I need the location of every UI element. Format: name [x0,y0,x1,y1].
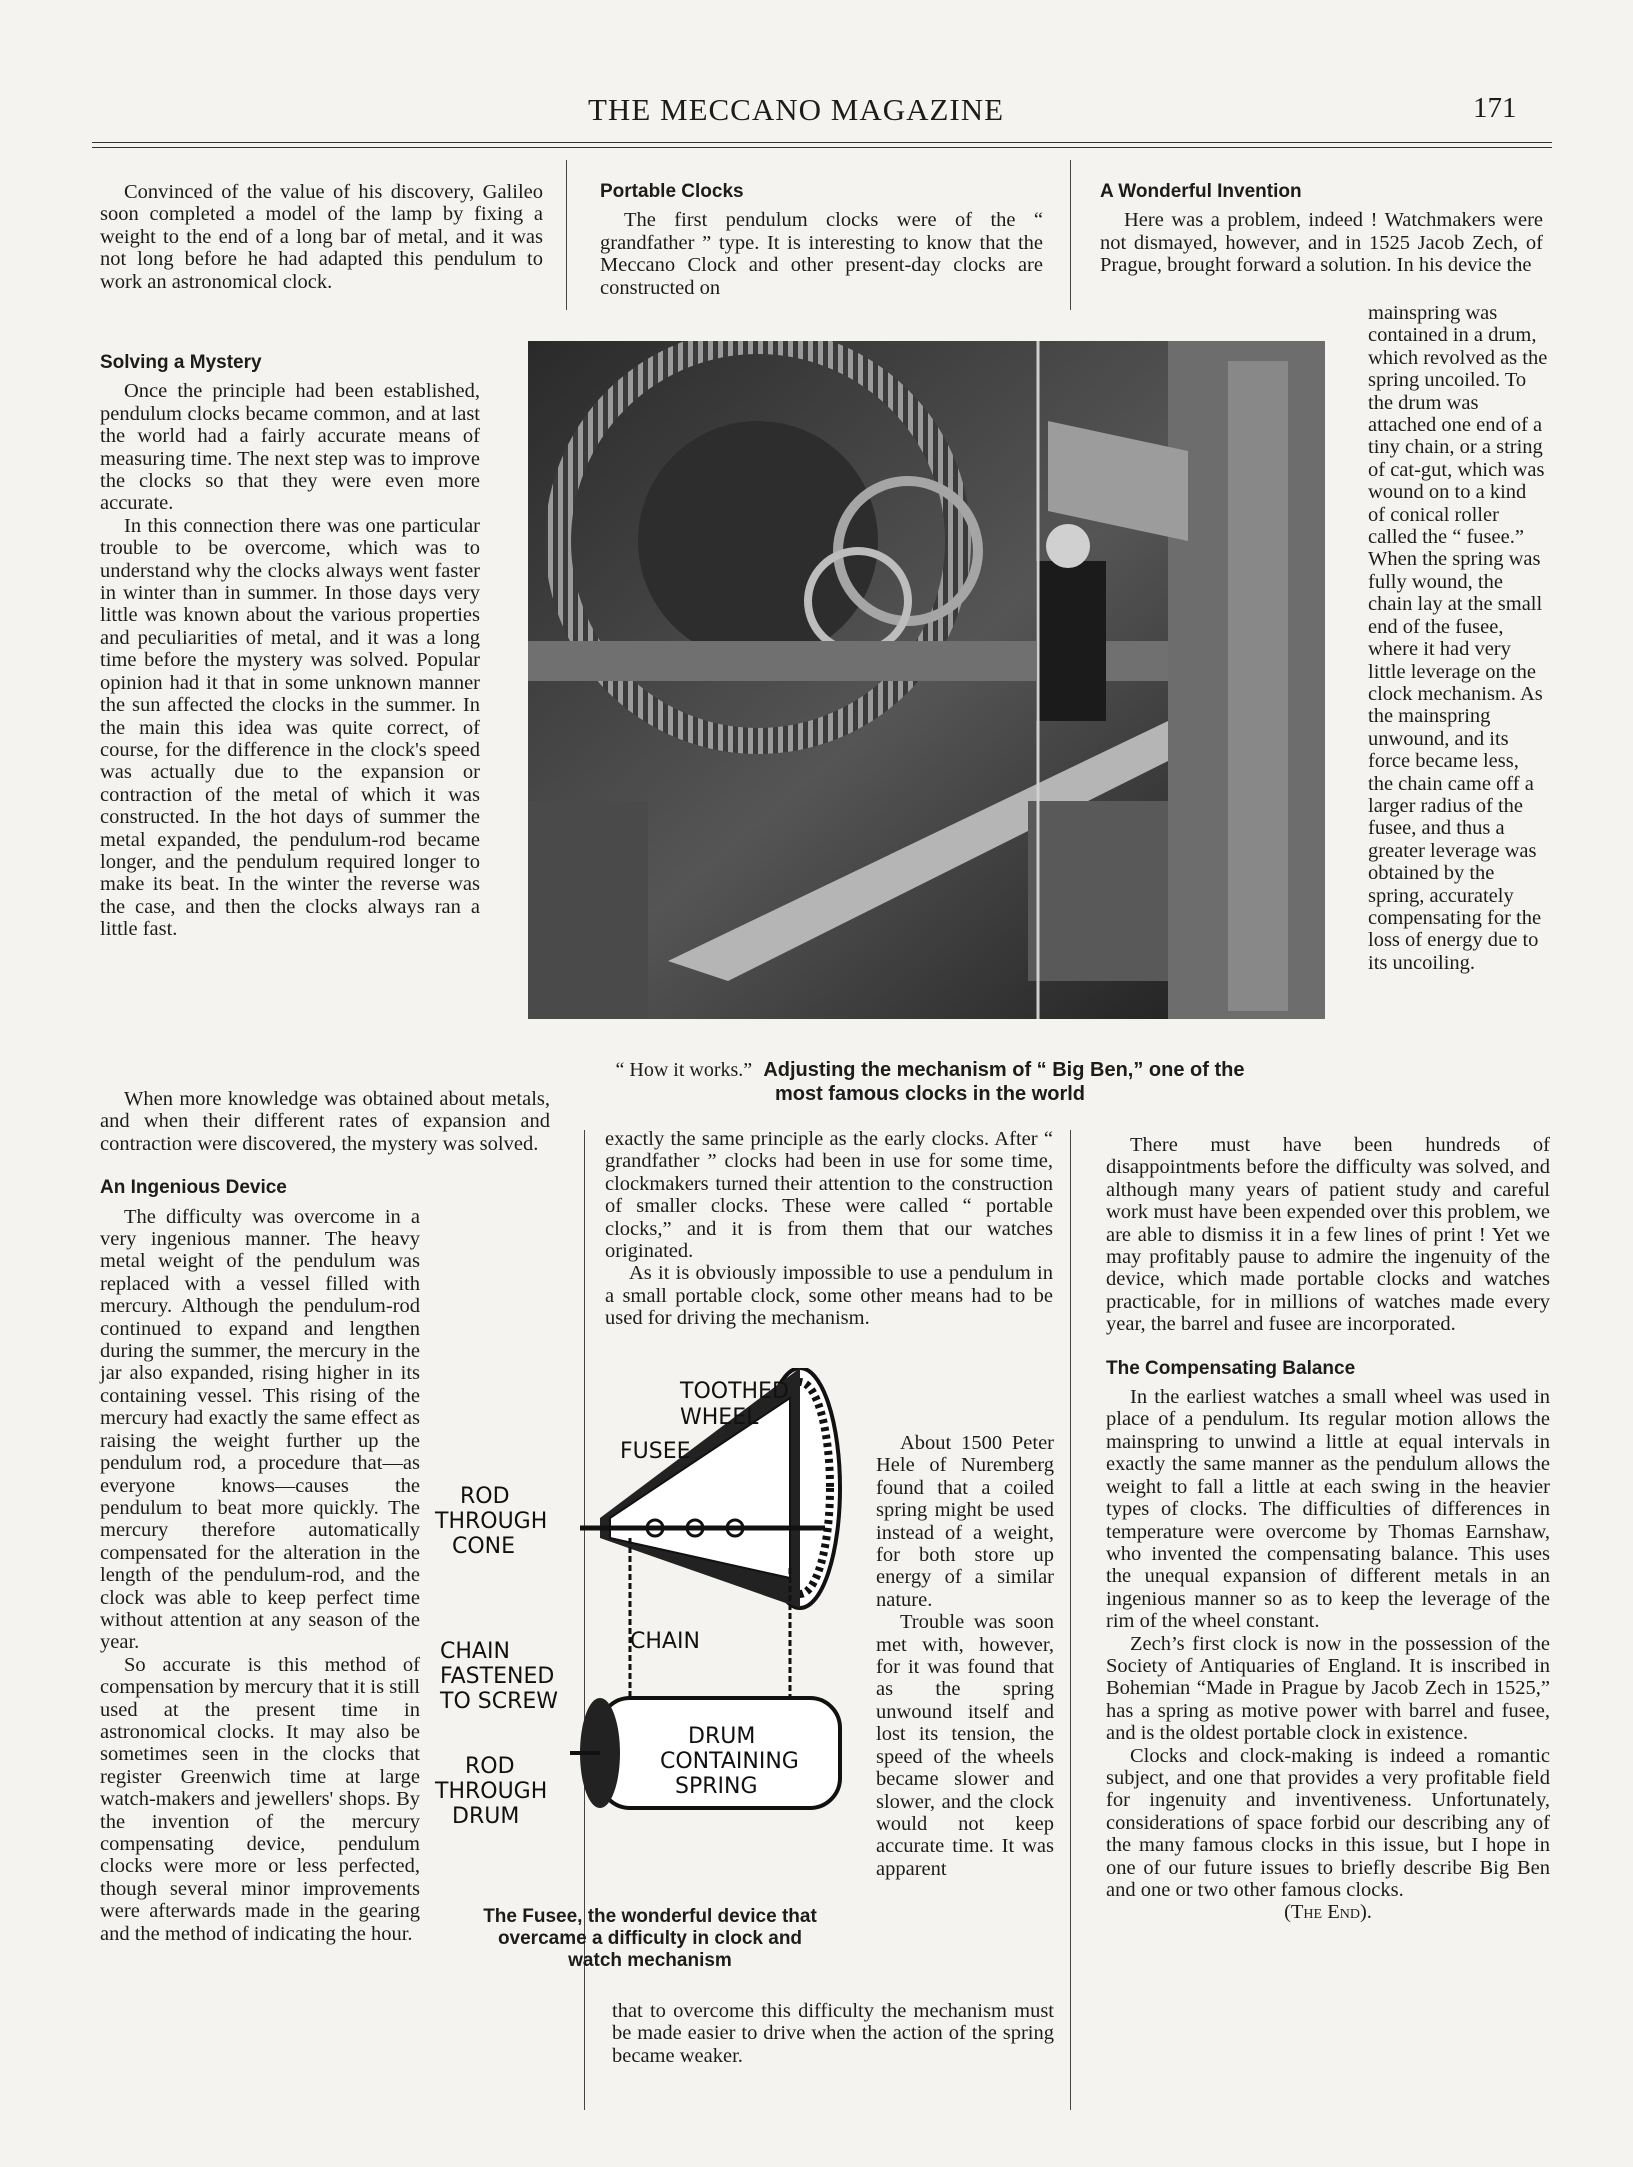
photo-caption [540,1058,1320,1106]
label-rod-drum-3: DRUM [452,1804,520,1829]
column-2-lower [605,1128,1053,1330]
paragraph-mystery-3: When more knowledge was obtained about metals, and when their different rates of expansion and contraction were discovered, the mystery was solved. [100,1088,550,1155]
label-rod-drum-1: ROD [465,1754,515,1779]
fusee-diagram [430,1368,880,1888]
label-drum-2: CONTAINING [660,1749,799,1774]
page-number: 171 [1473,92,1517,124]
photo-caption-lead: “ How it works.” [615,1059,753,1081]
paragraph-invention-top: Here was a problem, indeed ! Watchmakers were not dismayed, however, and in 1525 Jacob Zech, of Prague, brought forward a solution. In his device the [1100,209,1543,277]
diagram-caption-line-3: watch mechanism [568,1950,732,1971]
the-end-mark: (The End). [1284,1901,1372,1924]
column-2-top [600,181,1043,299]
masthead [0,88,1633,138]
paragraph-mystery-1: Once the principle had been established, pendulum clocks became common, and at last the world had a fairly accurate means of measuring time. The next step was to improve the clocks so that they were even more accurate. [100,380,480,515]
header-rule-bottom [92,147,1552,148]
label-rod-drum-2: THROUGH [435,1779,548,1804]
label-fastened-2: FASTENED [440,1664,555,1689]
label-fastened-1: CHAIN [440,1639,510,1664]
paragraph-portable-2: As it is obviously impossible to use a pendulum in a small portable clock, some other means had to be used for driving the mechanism. [605,1262,1053,1330]
photo-caption-line-2: most famous clocks in the world [774,1083,1086,1105]
column-1-mid [100,352,480,941]
heading-solving-mystery: Solving a Mystery [100,352,262,373]
column-divider-1-upper [566,160,567,310]
heading-portable-clocks: Portable Clocks [600,181,744,202]
magazine-title: THE MECCANO MAGAZINE [588,92,1005,127]
column-2-narrow [876,1432,1054,1880]
label-rod-cone-1: ROD [460,1484,510,1509]
big-ben-mechanism-photo [528,341,1325,1019]
paragraph-device-1: The difficulty was overcome in a very ingenious manner. The heavy metal weight of the pendulum was replaced with a vessel filled with mercury. Although the pendulum-rod continued to expand and lengthen during the summer, the mercury in the jar also expanded, rising higher in its containing vessel. This rising of the mercury had exactly the same effect as raising the weight further up the pendulum rod, a procedure that—as everyone knows—causes the pendulum to beat more quickly. The mercury therefore automatically compensated for the alteration in the length of the pendulum-rod, and the clock was able to keep perfect time without attention at any season of the year. [100,1205,420,1654]
heading-wonderful-invention: A Wonderful Invention [1100,181,1302,202]
paragraph-romantic: Clocks and clock-making is indeed a romantic subject, and one that provides a very profitable field for ingenuity and inventiveness. Unfortunately, considerations of space forbid our describing any of the many famous clocks in this issue, but I hope in one of our future issues to briefly describe Big Ben and one or two other famous clocks. [1106,1744,1550,1901]
label-toothed: TOOTHED [680,1379,789,1404]
column-divider-2-upper [1070,160,1071,310]
column-3-lower [1106,1134,1550,1924]
paragraph-intro: Convinced of the value of his discovery, Galileo soon completed a model of the lamp by fixing a weight to the end of a long bar of metal, and it was not long before he had adapted this pendulum to work an astronomical clock. [100,181,543,293]
paragraph-balance: In the earliest watches a small wheel was used in place of a pendulum. Its regular motion allows the mainspring to unwind a little at equal intervals in exactly the same manner as the pendulum allows the weight to fall a little at each swing in the heavier types of clocks. The difficulties of differences in temperature were overcome by Thomas Earnshaw, who invented the compensating balance. This uses the unequal expansion of different metals in an ingenious manner so as to keep the leverage of the rim of the wheel constant. [1106,1386,1550,1633]
column-3-narrow [1368,302,1548,974]
paragraph-invention-narrow: mainspring was contained in a drum, which revolved as the spring uncoiled. To the drum was attached one end of a tiny chain, or a string of cat-gut, which was wound on to a kind of conical roller called the “ fusee.” When the spring was fully wound, the chain lay at the small end of the fusee, where it had very little leverage on the clock mechanism. As the mainspring unwound, and its force became less, the chain came off a larger radius of the fusee, and thus a greater leverage was obtained by the spring, accurately compensating for the loss of energy due to its uncoiling. [1368,302,1548,974]
column-divider-2-lower [1070,1130,1071,2110]
label-drum-3: SPRING [675,1774,758,1799]
paragraph-zech: Zech’s first clock is now in the possession of the Society of Antiquaries of England. It is inscribed in Bohemian “Made in Prague by Jacob Zech in 1525,” has a spring as motive power with barrel and fusee, and is the oldest portable clock in existence. [1106,1632,1550,1745]
diagram-caption [440,1906,860,1972]
paragraph-portable-continued: exactly the same principle as the early clocks. After “ grandfather ” clocks had been in use for some time, clockmakers turned their attention to the construction of smaller clocks. These were called “ portable clocks,” and it is from them that our watches originated. [605,1128,1053,1263]
photo-caption-line-1: Adjusting the mechanism of “ Big Ben,” one of the [763,1059,1245,1081]
diagram-caption-line-2: overcame a difficulty in clock and [497,1928,803,1949]
label-rod-cone-3: CONE [452,1534,516,1559]
paragraph-device-2: So accurate is this method of compensation by mercury that it is still used at the present time in astronomical clocks. It may also be sometimes seen in the clocks that register Greenwich time at large watch-makers and jewellers' shops. By the invention of the mercury compensating device, pendulum clocks were more or less perfected, though several minor improvements were afterwards made in the gearing and the method of indicating the hour. [100,1653,420,1945]
label-wheel: WHEEL [680,1405,759,1430]
paragraph-portable-top: The first pendulum clocks were of the “ grandfather ” type. It is interesting to know that the Meccano Clock and other present-day clocks are constructed on [600,209,1043,299]
label-drum-1: DRUM [688,1724,756,1749]
diagram-caption-line-1: The Fusee, the wonderful device that [483,1906,817,1927]
header-rule-top [92,142,1552,143]
column-3-top [1100,181,1543,277]
paragraph-trouble-end: that to overcome this difficulty the mechanism must be made easier to drive when the action of the spring became weaker. [612,2000,1054,2067]
paragraph-trouble: Trouble was soon met with, however, for it was found that as the spring unwound itself and lost its tension, the speed of the wheels became slower and slower, and the clock would not keep accurate time. It was apparent [876,1611,1054,1880]
label-rod-cone-2: THROUGH [435,1509,548,1534]
column-1-top [100,181,543,315]
heading-compensating-balance: The Compensating Balance [1106,1357,1356,1379]
paragraph-hundreds: There must have been hundreds of disappointments before the difficulty was solved, and although many years of patient study and careful work must have been expended over this problem, we are able to dismiss it in a few lines of print ! Yet we may profitably pause to admire the ingenuity of the device, which made portable clocks and watches practicable, for in millions of watches made every year, the barrel and fusee are incorporated. [1106,1134,1550,1336]
label-chain: CHAIN [630,1629,700,1654]
paragraph-mystery-2: In this connection there was one particular trouble to be overcome, which was to understand why the clocks always went faster in winter than in summer. In those days very little was known about the various properties and peculiarities of metal, and it was a long time before the mystery was solved. Popular opinion had it that in some unknown manner the sun affected the clocks in the summer. In the main this idea was quite correct, of course, for the difference in the clock's speed was actually due to the expansion or contraction of the metal of which it was constructed. In the hot days of summer the metal expanded, the pendulum-rod became longer, and the pendulum required longer to make its beat. In the winter the reverse was the case, and then the clocks always ran a little fast. [100,514,480,941]
label-fusee: FUSEE [620,1439,691,1464]
paragraph-peter-hele: About 1500 Peter Hele of Nuremberg found that a coiled spring might be used instead of a weight, for both store up energy of a similar nature. [876,1432,1054,1611]
column-2-bottom [612,2000,1054,2067]
heading-ingenious-device: An Ingenious Device [100,1177,287,1199]
label-fastened-3: TO SCREW [440,1689,559,1714]
